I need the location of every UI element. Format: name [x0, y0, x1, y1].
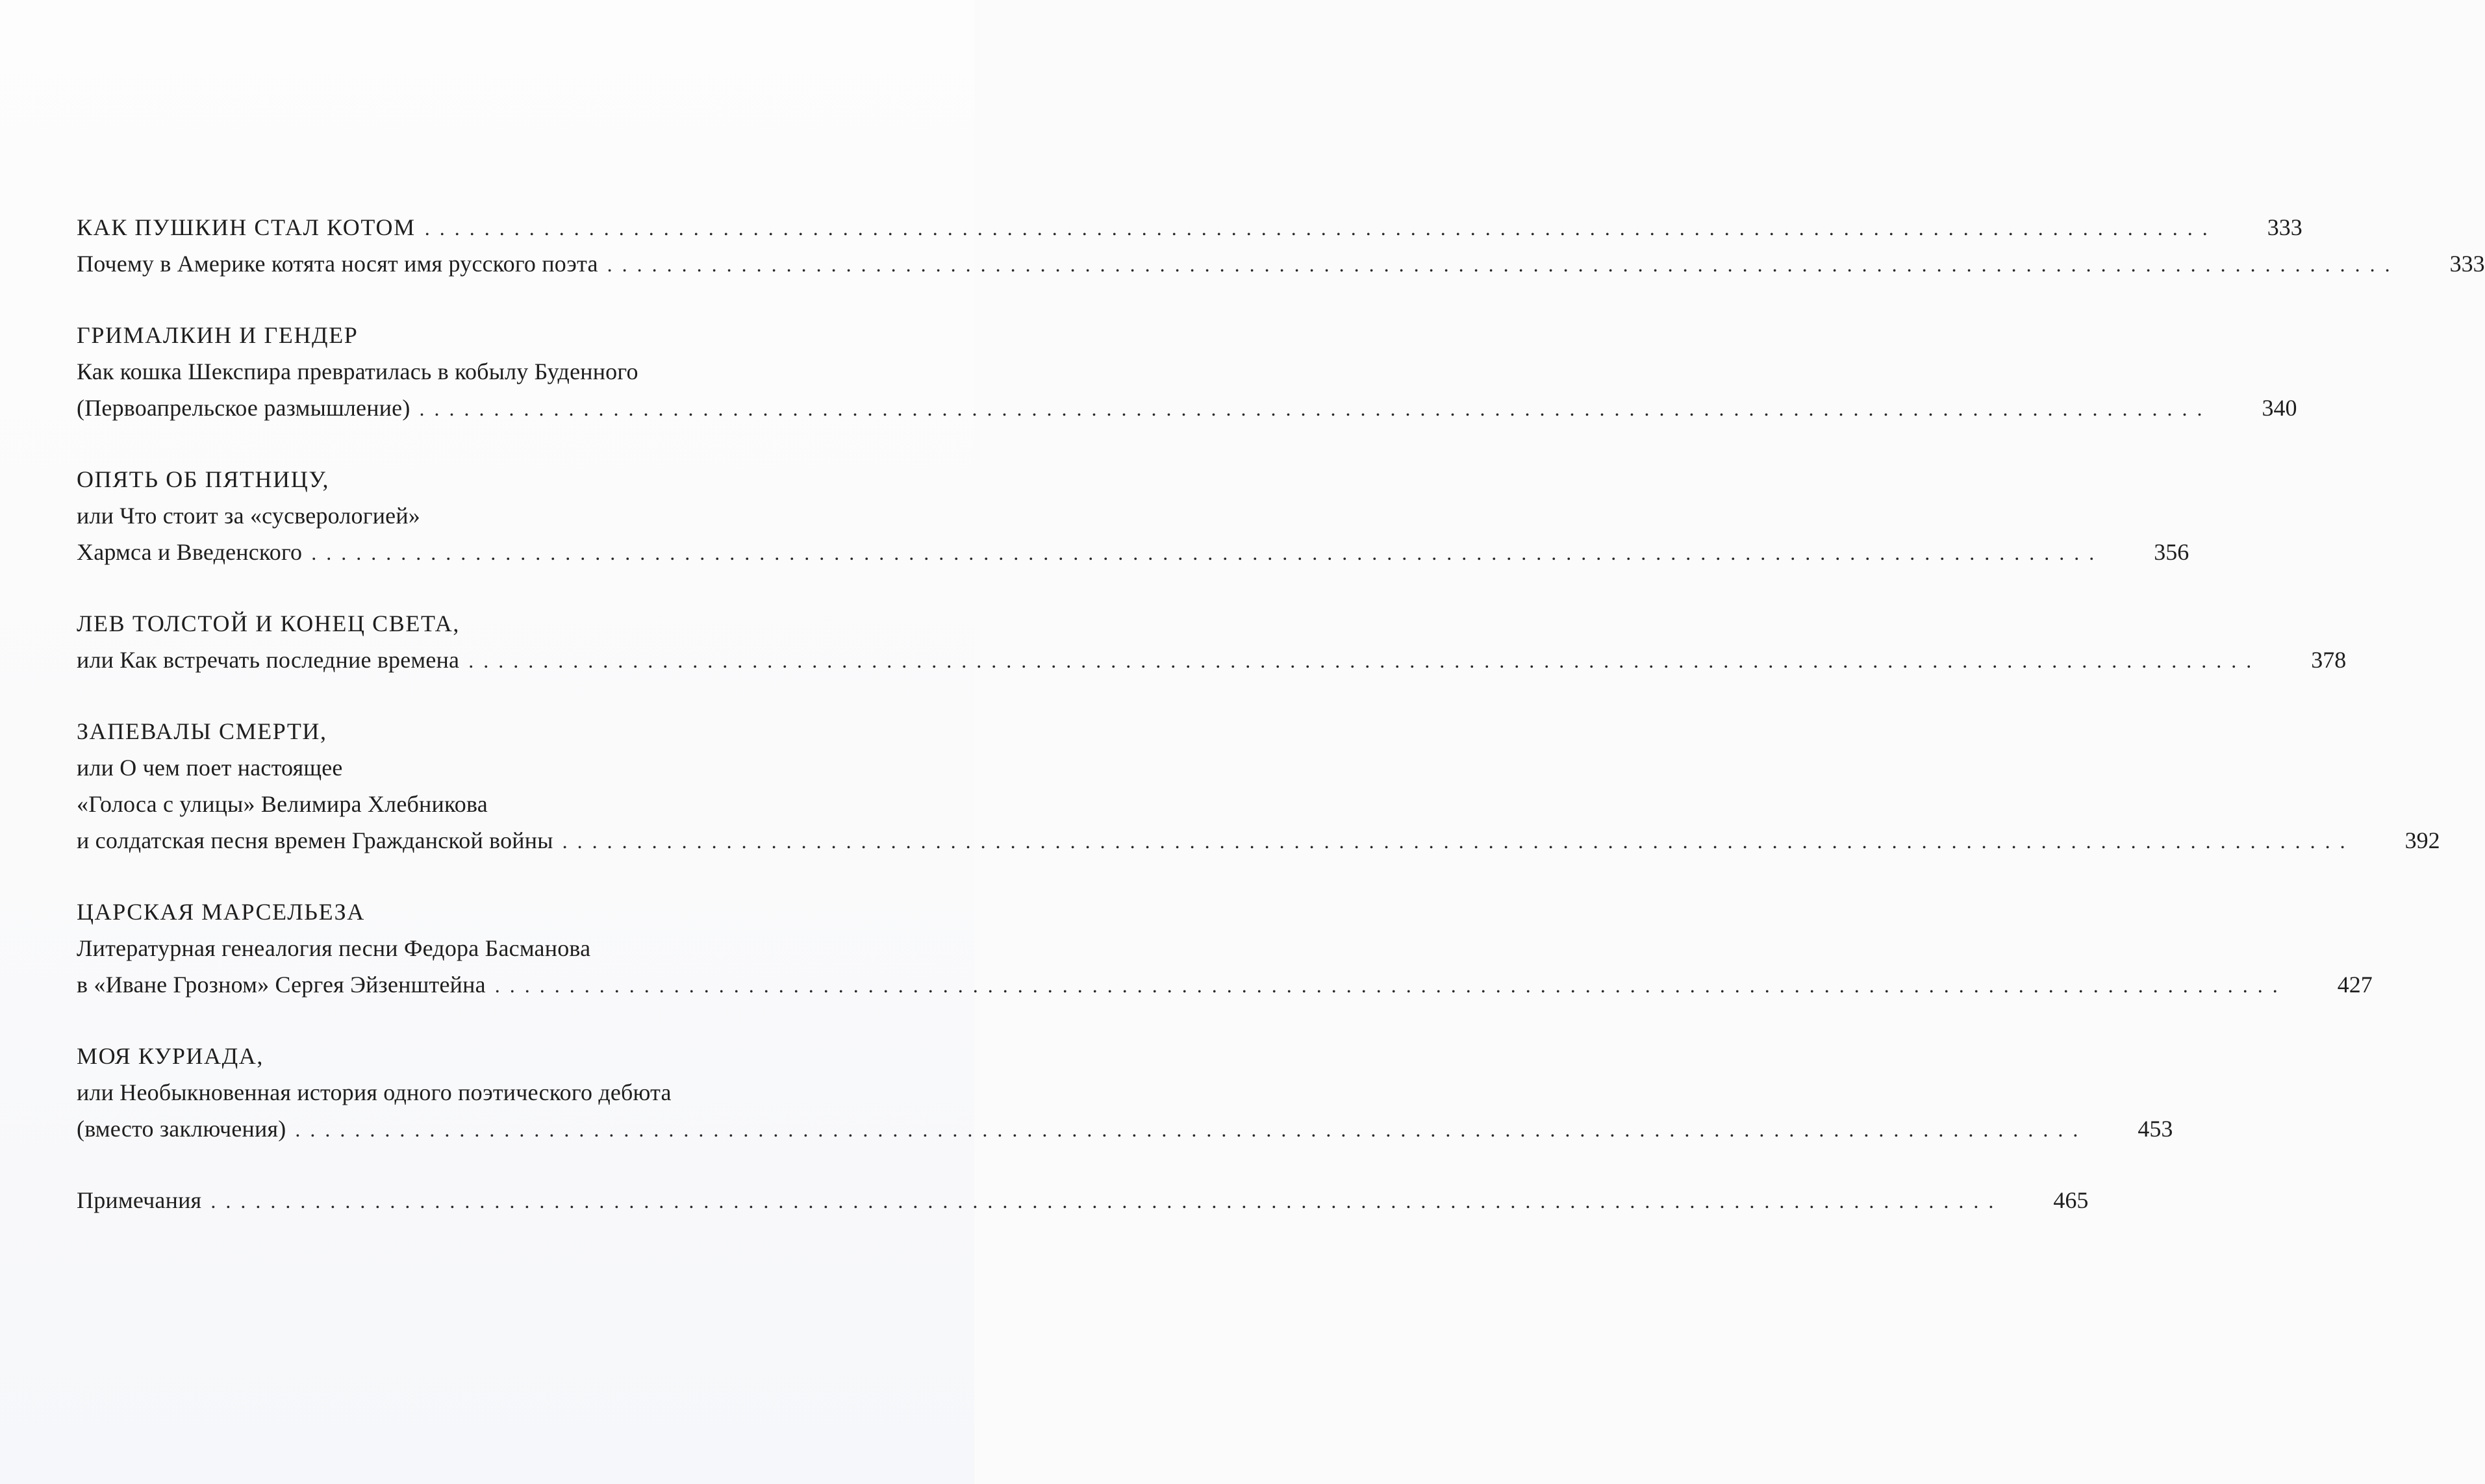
chapter-title: ЦАРСКАЯ МАРСЕЛЬЕЗА — [77, 899, 365, 925]
page-number: 392 — [2404, 827, 2440, 853]
page-number: 427 — [2337, 972, 2373, 998]
toc-entry-title — [77, 605, 896, 642]
dot-leader: . . . . . . . . . . . . . . . . . . . . . . . . . . . . . . . . . . . . . . . . . . . . . . . . . . . . . . . . . . . . . . . . . . . . . . . . . . . . . . . . . . . . . . . . . . . . . . . . . . . . . . . . . . . . . . . . . . . . . . . . — [562, 829, 2345, 853]
dot-leader: . . . . . . . . . . . . . . . . . . . . . . . . . . . . . . . . . . . . . . . . . . . . . . . . . . . . . . . . . . . . . . . . . . . . . . . . . . . . . . . . . . . . . . . . . . . . . . . . . . . . . . . . . . . . . . . . . . . . . . . . — [494, 974, 2278, 997]
toc-entry — [77, 209, 2485, 282]
toc-entry — [77, 1038, 2173, 1147]
dot-leader: . . . . . . . . . . . . . . . . . . . . . . . . . . . . . . . . . . . . . . . . . . . . . . . . . . . . . . . . . . . . . . . . . . . . . . . . . . . . . . . . . . . . . . . . . . . . . . . . . . . . . . . . . . . . . . . . . . . . . . . . — [424, 216, 2208, 240]
page-number: 465 — [2053, 1187, 2089, 1213]
toc-entry-title — [77, 713, 896, 749]
toc-entry — [77, 317, 2297, 426]
chapter-subtitle: Примечания — [77, 1187, 202, 1213]
toc-entry-line — [77, 1111, 2173, 1147]
dot-leader: . . . . . . . . . . . . . . . . . . . . . . . . . . . . . . . . . . . . . . . . . . . . . . . . . . . . . . . . . . . . . . . . . . . . . . . . . . . . . . . . . . . . . . . . . . . . . . . . . . . . . . . . . . . . . . . . . . . . . . . . — [210, 1189, 1994, 1213]
toc-entry — [77, 713, 2440, 859]
page-number: 453 — [2138, 1116, 2173, 1142]
chapter-subtitle: или Как встречать последние времена — [77, 647, 460, 673]
table-of-contents — [77, 209, 2485, 1253]
toc-entry-title — [77, 1038, 896, 1074]
chapter-subtitle: Почему в Америке котята носят имя русского поэта — [77, 251, 598, 277]
chapter-subtitle: (вместо заключения) — [77, 1116, 286, 1142]
chapter-title: ЗАПЕВАЛЫ СМЕРТИ, — [77, 718, 327, 744]
dot-leader: . . . . . . . . . . . . . . . . . . . . . . . . . . . . . . . . . . . . . . . . . . . . . . . . . . . . . . . . . . . . . . . . . . . . . . . . . . . . . . . . . . . . . . . . . . . . . . . . . . . . . . . . . . . . . . . . . . . . . . . . — [295, 1118, 2078, 1141]
page-number: 378 — [2311, 647, 2347, 673]
chapter-subtitle: и солдатская песня времен Гражданской войны — [77, 827, 553, 853]
chapter-title: ОПЯТЬ ОБ ПЯТНИЦУ, — [77, 466, 330, 492]
page-number: 356 — [2154, 539, 2189, 565]
toc-entry-line — [77, 1182, 2089, 1218]
chapter-title: МОЯ КУРИАДА, — [77, 1043, 264, 1069]
dot-leader: . . . . . . . . . . . . . . . . . . . . . . . . . . . . . . . . . . . . . . . . . . . . . . . . . . . . . . . . . . . . . . . . . . . . . . . . . . . . . . . . . . . . . . . . . . . . . . . . . . . . . . . . . . . . . . . . . . . . . . . . — [419, 397, 2202, 420]
toc-entry-line — [77, 353, 896, 390]
chapter-subtitle: в «Иване Грозном» Сергея Эйзенштейна — [77, 972, 486, 998]
dot-leader: . . . . . . . . . . . . . . . . . . . . . . . . . . . . . . . . . . . . . . . . . . . . . . . . . . . . . . . . . . . . . . . . . . . . . . . . . . . . . . . . . . . . . . . . . . . . . . . . . . . . . . . . . . . . . . . . . . . . . . . . — [311, 541, 2095, 564]
chapter-subtitle: Литературная генеалогия песни Федора Басманова — [77, 935, 591, 961]
page-number: 333 — [2267, 214, 2302, 240]
dot-leader: . . . . . . . . . . . . . . . . . . . . . . . . . . . . . . . . . . . . . . . . . . . . . . . . . . . . . . . . . . . . . . . . . . . . . . . . . . . . . . . . . . . . . . . . . . . . . . . . . . . . . . . . . . . . . . . . . . . . . . . . — [607, 253, 2390, 276]
toc-entry-line — [77, 749, 896, 786]
toc-entry-line — [77, 390, 2297, 426]
toc-entry-title — [77, 894, 896, 930]
toc-entry-title — [77, 209, 2302, 245]
toc-entry-line — [77, 534, 2189, 570]
toc-entry — [77, 605, 2347, 678]
chapter-title: ЛЕВ ТОЛСТОЙ И КОНЕЦ СВЕТА, — [77, 610, 460, 636]
chapter-title: КАК ПУШКИН СТАЛ КОТОМ — [77, 214, 416, 240]
chapter-subtitle: или О чем поет настоящее — [77, 755, 343, 781]
chapter-subtitle: Как кошка Шекспира превратилась в кобылу Буденного — [77, 358, 638, 384]
chapter-subtitle: (Первоапрельское размышление) — [77, 395, 410, 421]
toc-entry-line — [77, 1074, 896, 1111]
toc-entry-line — [77, 930, 896, 966]
page-number: 340 — [2262, 395, 2297, 421]
chapter-subtitle: «Голоса с улицы» Велимира Хлебникова — [77, 791, 488, 817]
toc-entry-line — [77, 642, 2347, 678]
chapter-subtitle: или Необыкновенная история одного поэтического дебюта — [77, 1079, 672, 1105]
dot-leader: . . . . . . . . . . . . . . . . . . . . . . . . . . . . . . . . . . . . . . . . . . . . . . . . . . . . . . . . . . . . . . . . . . . . . . . . . . . . . . . . . . . . . . . . . . . . . . . . . . . . . . . . . . . . . . . . . . . . . . . . — [468, 649, 2252, 672]
toc-entry-line — [77, 786, 896, 822]
toc-entry — [77, 461, 2189, 570]
toc-entry-title — [77, 461, 896, 497]
toc-entry-line — [77, 245, 2485, 282]
toc-entry-line — [77, 497, 896, 534]
toc-entry — [77, 894, 2373, 1003]
chapter-subtitle: или Что стоит за «сусверологией» — [77, 503, 420, 529]
chapter-title: ГРИМАЛКИН И ГЕНДЕР — [77, 322, 359, 348]
toc-entry-line — [77, 822, 2440, 859]
toc-entry — [77, 1182, 2089, 1218]
chapter-subtitle: Хармса и Введенского — [77, 539, 303, 565]
toc-entry-title — [77, 317, 896, 353]
toc-entry-line — [77, 966, 2373, 1003]
page-number: 333 — [2449, 251, 2485, 277]
